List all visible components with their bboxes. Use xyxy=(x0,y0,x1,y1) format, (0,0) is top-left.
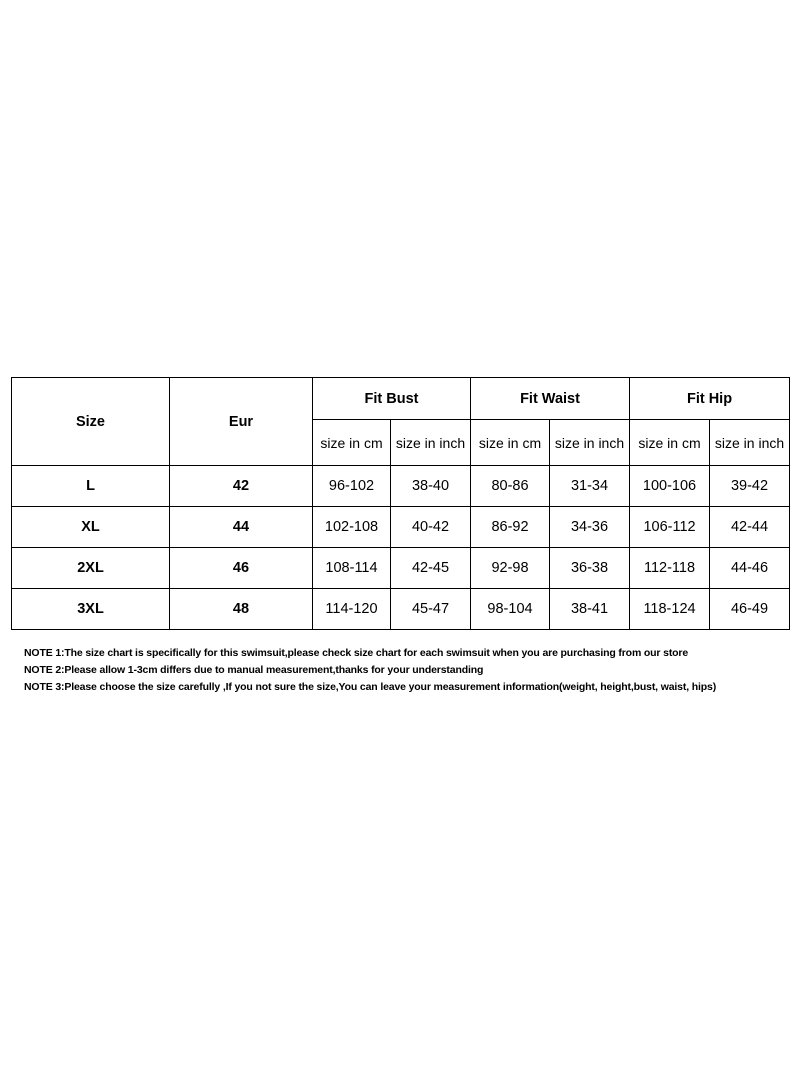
table-row xyxy=(12,507,790,548)
cell-hip-cm: 118-124 xyxy=(630,589,710,630)
cell-eur: 44 xyxy=(170,507,313,548)
cell-size: L xyxy=(12,466,170,507)
note-2: NOTE 2:Please allow 1-3cm differs due to manual measurement,thanks for your understanding xyxy=(24,664,484,676)
table-row xyxy=(12,589,790,630)
cell-bust-cm: 108-114 xyxy=(313,548,391,589)
cell-bust-inch: 38-40 xyxy=(391,466,471,507)
cell-size: 3XL xyxy=(12,589,170,630)
header-waist-inch: size in inch xyxy=(550,420,630,466)
cell-bust-cm: 102-108 xyxy=(313,507,391,548)
cell-waist-cm: 98-104 xyxy=(471,589,550,630)
cell-hip-inch: 42-44 xyxy=(710,507,790,548)
header-hip-cm: size in cm xyxy=(630,420,710,466)
table-row xyxy=(12,548,790,589)
cell-size: XL xyxy=(12,507,170,548)
cell-bust-cm: 96-102 xyxy=(313,466,391,507)
note-1: NOTE 1:The size chart is specifically for this swimsuit,please check size chart for each swimsuit when you are purchasing from our store xyxy=(24,647,689,659)
cell-waist-inch: 36-38 xyxy=(550,548,630,589)
cell-hip-cm: 100-106 xyxy=(630,466,710,507)
cell-hip-inch: 46-49 xyxy=(710,589,790,630)
header-fit-hip: Fit Hip xyxy=(630,378,790,420)
header-fit-waist: Fit Waist xyxy=(471,378,630,420)
header-eur: Eur xyxy=(170,378,313,466)
cell-waist-inch: 34-36 xyxy=(550,507,630,548)
cell-eur: 48 xyxy=(170,589,313,630)
size-chart-table xyxy=(11,377,790,630)
header-size: Size xyxy=(12,378,170,466)
cell-bust-cm: 114-120 xyxy=(313,589,391,630)
table-row xyxy=(12,466,790,507)
cell-hip-inch: 39-42 xyxy=(710,466,790,507)
header-bust-inch: size in inch xyxy=(391,420,471,466)
cell-bust-inch: 45-47 xyxy=(391,589,471,630)
cell-waist-cm: 86-92 xyxy=(471,507,550,548)
header-fit-bust: Fit Bust xyxy=(313,378,471,420)
header-row-groups xyxy=(12,378,790,420)
notes-section xyxy=(24,645,794,696)
cell-eur: 46 xyxy=(170,548,313,589)
cell-waist-inch: 38-41 xyxy=(550,589,630,630)
header-hip-inch: size in inch xyxy=(710,420,790,466)
header-bust-cm: size in cm xyxy=(313,420,391,466)
note-3: NOTE 3:Please choose the size carefully ,If you not sure the size,You can leave your measurement information(weight, height,bust, waist, hips) xyxy=(24,681,717,693)
cell-hip-inch: 44-46 xyxy=(710,548,790,589)
cell-size: 2XL xyxy=(12,548,170,589)
cell-waist-inch: 31-34 xyxy=(550,466,630,507)
header-waist-cm: size in cm xyxy=(471,420,550,466)
cell-bust-inch: 40-42 xyxy=(391,507,471,548)
cell-waist-cm: 80-86 xyxy=(471,466,550,507)
cell-eur: 42 xyxy=(170,466,313,507)
cell-waist-cm: 92-98 xyxy=(471,548,550,589)
cell-bust-inch: 42-45 xyxy=(391,548,471,589)
cell-hip-cm: 106-112 xyxy=(630,507,710,548)
cell-hip-cm: 112-118 xyxy=(630,548,710,589)
